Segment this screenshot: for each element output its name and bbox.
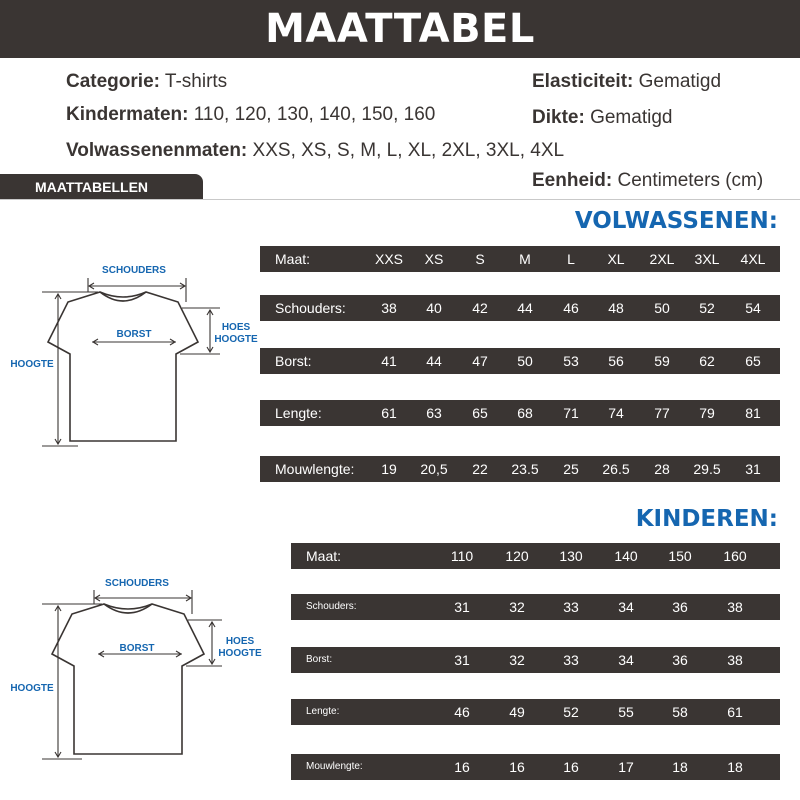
- kids-table-cell: 140: [614, 548, 638, 564]
- adult-table-cell: 28: [654, 461, 670, 477]
- adult-table-cell: 48: [608, 300, 624, 316]
- kids-table-cell: 32: [509, 652, 525, 668]
- hoes-hoogte-label: HOOGTE: [218, 648, 262, 659]
- kids-table-cell: 32: [509, 599, 525, 615]
- info-eenheid: Eenheid: Centimeters (cm): [532, 170, 764, 191]
- hoogte-label: HOOGTE: [10, 359, 54, 370]
- adult-table-cell: 52: [699, 300, 715, 316]
- adult-table-cell: XXS: [374, 251, 403, 267]
- borst-label: BORST: [116, 329, 152, 340]
- info-volwassenenmaten: Volwassenenmaten: XXS, XS, S, M, L, XL, 2XL, 3XL, 4XL: [66, 140, 565, 161]
- kids-table-cell: 34: [618, 599, 634, 615]
- adult-table-cell: 4XL: [740, 251, 766, 267]
- adult-table-cell: XS: [424, 251, 444, 267]
- kids-table-cell: 36: [672, 599, 688, 615]
- adult-row-label: Maat:: [275, 251, 311, 267]
- kids-table-cell: 33: [563, 652, 579, 668]
- tshirt-icon: [48, 292, 198, 441]
- adult-table-cell: 38: [381, 300, 397, 316]
- info-categorie: Categorie: T-shirts: [66, 71, 228, 92]
- info-elasticiteit: Elasticiteit: Gematigd: [532, 71, 722, 92]
- kids-table-row: [291, 754, 780, 780]
- adult-table-cell: 65: [472, 405, 488, 421]
- adult-table-cell: 31: [745, 461, 761, 477]
- kids-table-cell: 31: [454, 599, 470, 615]
- adult-table-cell: 77: [654, 405, 670, 421]
- adult-section-title: VOLWASSENEN:: [574, 208, 778, 234]
- adult-table-cell: 50: [517, 353, 533, 369]
- adult-table-cell: 46: [563, 300, 579, 316]
- adult-table-cell: 19: [381, 461, 397, 477]
- adult-table-cell: S: [475, 251, 485, 267]
- kids-row-label: Mouwlengte:: [306, 761, 363, 772]
- kids-table-cell: 120: [505, 548, 529, 564]
- kids-table-row: [291, 647, 780, 673]
- adult-table-cell: 29.5: [693, 461, 721, 477]
- kids-shirt-diagram: [0, 570, 270, 780]
- schouders-label: SCHOUDERS: [105, 578, 169, 589]
- page-title: MAATTABEL: [265, 6, 535, 52]
- adult-table-cell: 42: [472, 300, 488, 316]
- kids-table-cell: 58: [672, 704, 688, 720]
- kids-table-cell: 34: [618, 652, 634, 668]
- kids-table-cell: 130: [559, 548, 583, 564]
- borst-label: BORST: [119, 643, 155, 654]
- adult-table-cell: 40: [426, 300, 442, 316]
- kids-table-cell: 49: [509, 704, 525, 720]
- kids-table-cell: 16: [509, 759, 525, 775]
- kids-table-cell: 18: [672, 759, 688, 775]
- tab-maattabellen: MAATTABELLEN: [0, 174, 203, 200]
- adult-shirt-diagram: [0, 250, 270, 460]
- adult-table-cell: 62: [699, 353, 715, 369]
- kids-table-cell: 17: [618, 759, 634, 775]
- adult-table-cell: 47: [472, 353, 488, 369]
- adult-table-cell: 44: [517, 300, 533, 316]
- adult-table-cell: 81: [745, 405, 761, 421]
- adult-table-cell: 41: [381, 353, 397, 369]
- adult-table-cell: M: [519, 251, 531, 267]
- adult-table-cell: L: [567, 251, 575, 267]
- kids-table-cell: 150: [668, 548, 692, 564]
- adult-table-cell: 26.5: [602, 461, 630, 477]
- hoes-label: HOES: [221, 322, 251, 333]
- kids-table-cell: 52: [563, 704, 579, 720]
- kids-table-cell: 110: [450, 548, 474, 564]
- adult-table-cell: 61: [381, 405, 397, 421]
- adult-table-cell: 71: [563, 405, 579, 421]
- kids-row-label: Lengte:: [306, 706, 340, 717]
- adult-row-label: Borst:: [275, 353, 312, 369]
- adult-table-cell: 2XL: [649, 251, 675, 267]
- info-kindermaten: Kindermaten: 110, 120, 130, 140, 150, 160: [66, 104, 436, 125]
- kids-table-cell: 160: [723, 548, 747, 564]
- adult-table-cell: 59: [654, 353, 670, 369]
- info-dikte: Dikte: Gematigd: [532, 107, 673, 128]
- adult-table-cell: 50: [654, 300, 670, 316]
- kids-table-cell: 16: [454, 759, 470, 775]
- adult-table-cell: 65: [745, 353, 761, 369]
- divider: [0, 199, 800, 200]
- kids-table-row: [291, 594, 780, 620]
- adult-table-cell: 20,5: [420, 461, 448, 477]
- kids-table-cell: 61: [727, 704, 743, 720]
- schouders-label: SCHOUDERS: [102, 265, 166, 276]
- adult-table-cell: 54: [745, 300, 761, 316]
- adult-table-cell: 53: [563, 353, 579, 369]
- kids-table-cell: 16: [563, 759, 579, 775]
- header-bar: [0, 0, 800, 58]
- tshirt-icon: [52, 604, 204, 754]
- adult-table-row: [260, 456, 780, 482]
- kids-table-cell: 38: [727, 652, 743, 668]
- adult-table-cell: 74: [608, 405, 624, 421]
- kids-table-cell: 36: [672, 652, 688, 668]
- kids-table-cell: 31: [454, 652, 470, 668]
- adult-table-row: [260, 400, 780, 426]
- hoes-hoogte-label: HOOGTE: [214, 334, 258, 345]
- kids-section-title: KINDEREN:: [635, 506, 778, 532]
- adult-table-cell: 79: [699, 405, 715, 421]
- kids-table-cell: 33: [563, 599, 579, 615]
- adult-table-cell: 25: [563, 461, 579, 477]
- kids-table-cell: 18: [727, 759, 743, 775]
- adult-table-cell: 3XL: [694, 251, 720, 267]
- adult-table-cell: 22: [472, 461, 488, 477]
- adult-row-label: Mouwlengte:: [275, 461, 355, 477]
- adult-table-cell: XL: [607, 251, 625, 267]
- adult-table-row: [260, 348, 780, 374]
- adult-row-label: Lengte:: [275, 405, 322, 421]
- adult-table-cell: 68: [517, 405, 533, 421]
- kids-row-label: Maat:: [306, 548, 342, 564]
- adult-table-row: [260, 246, 780, 272]
- kids-table-cell: 55: [618, 704, 634, 720]
- kids-table-row: [291, 699, 780, 725]
- adult-table-cell: 23.5: [511, 461, 539, 477]
- kids-table-cell: 46: [454, 704, 470, 720]
- kids-row-label: Borst:: [306, 654, 333, 665]
- adult-row-label: Schouders:: [275, 300, 346, 316]
- adult-table-cell: 63: [426, 405, 442, 421]
- kids-table-cell: 38: [727, 599, 743, 615]
- hoes-label: HOES: [225, 636, 255, 647]
- hoogte-label: HOOGTE: [10, 683, 54, 694]
- kids-table-row: [291, 543, 780, 569]
- adult-table-cell: 44: [426, 353, 442, 369]
- adult-table-cell: 56: [608, 353, 624, 369]
- kids-row-label: Schouders:: [306, 601, 357, 612]
- adult-table-row: [260, 295, 780, 321]
